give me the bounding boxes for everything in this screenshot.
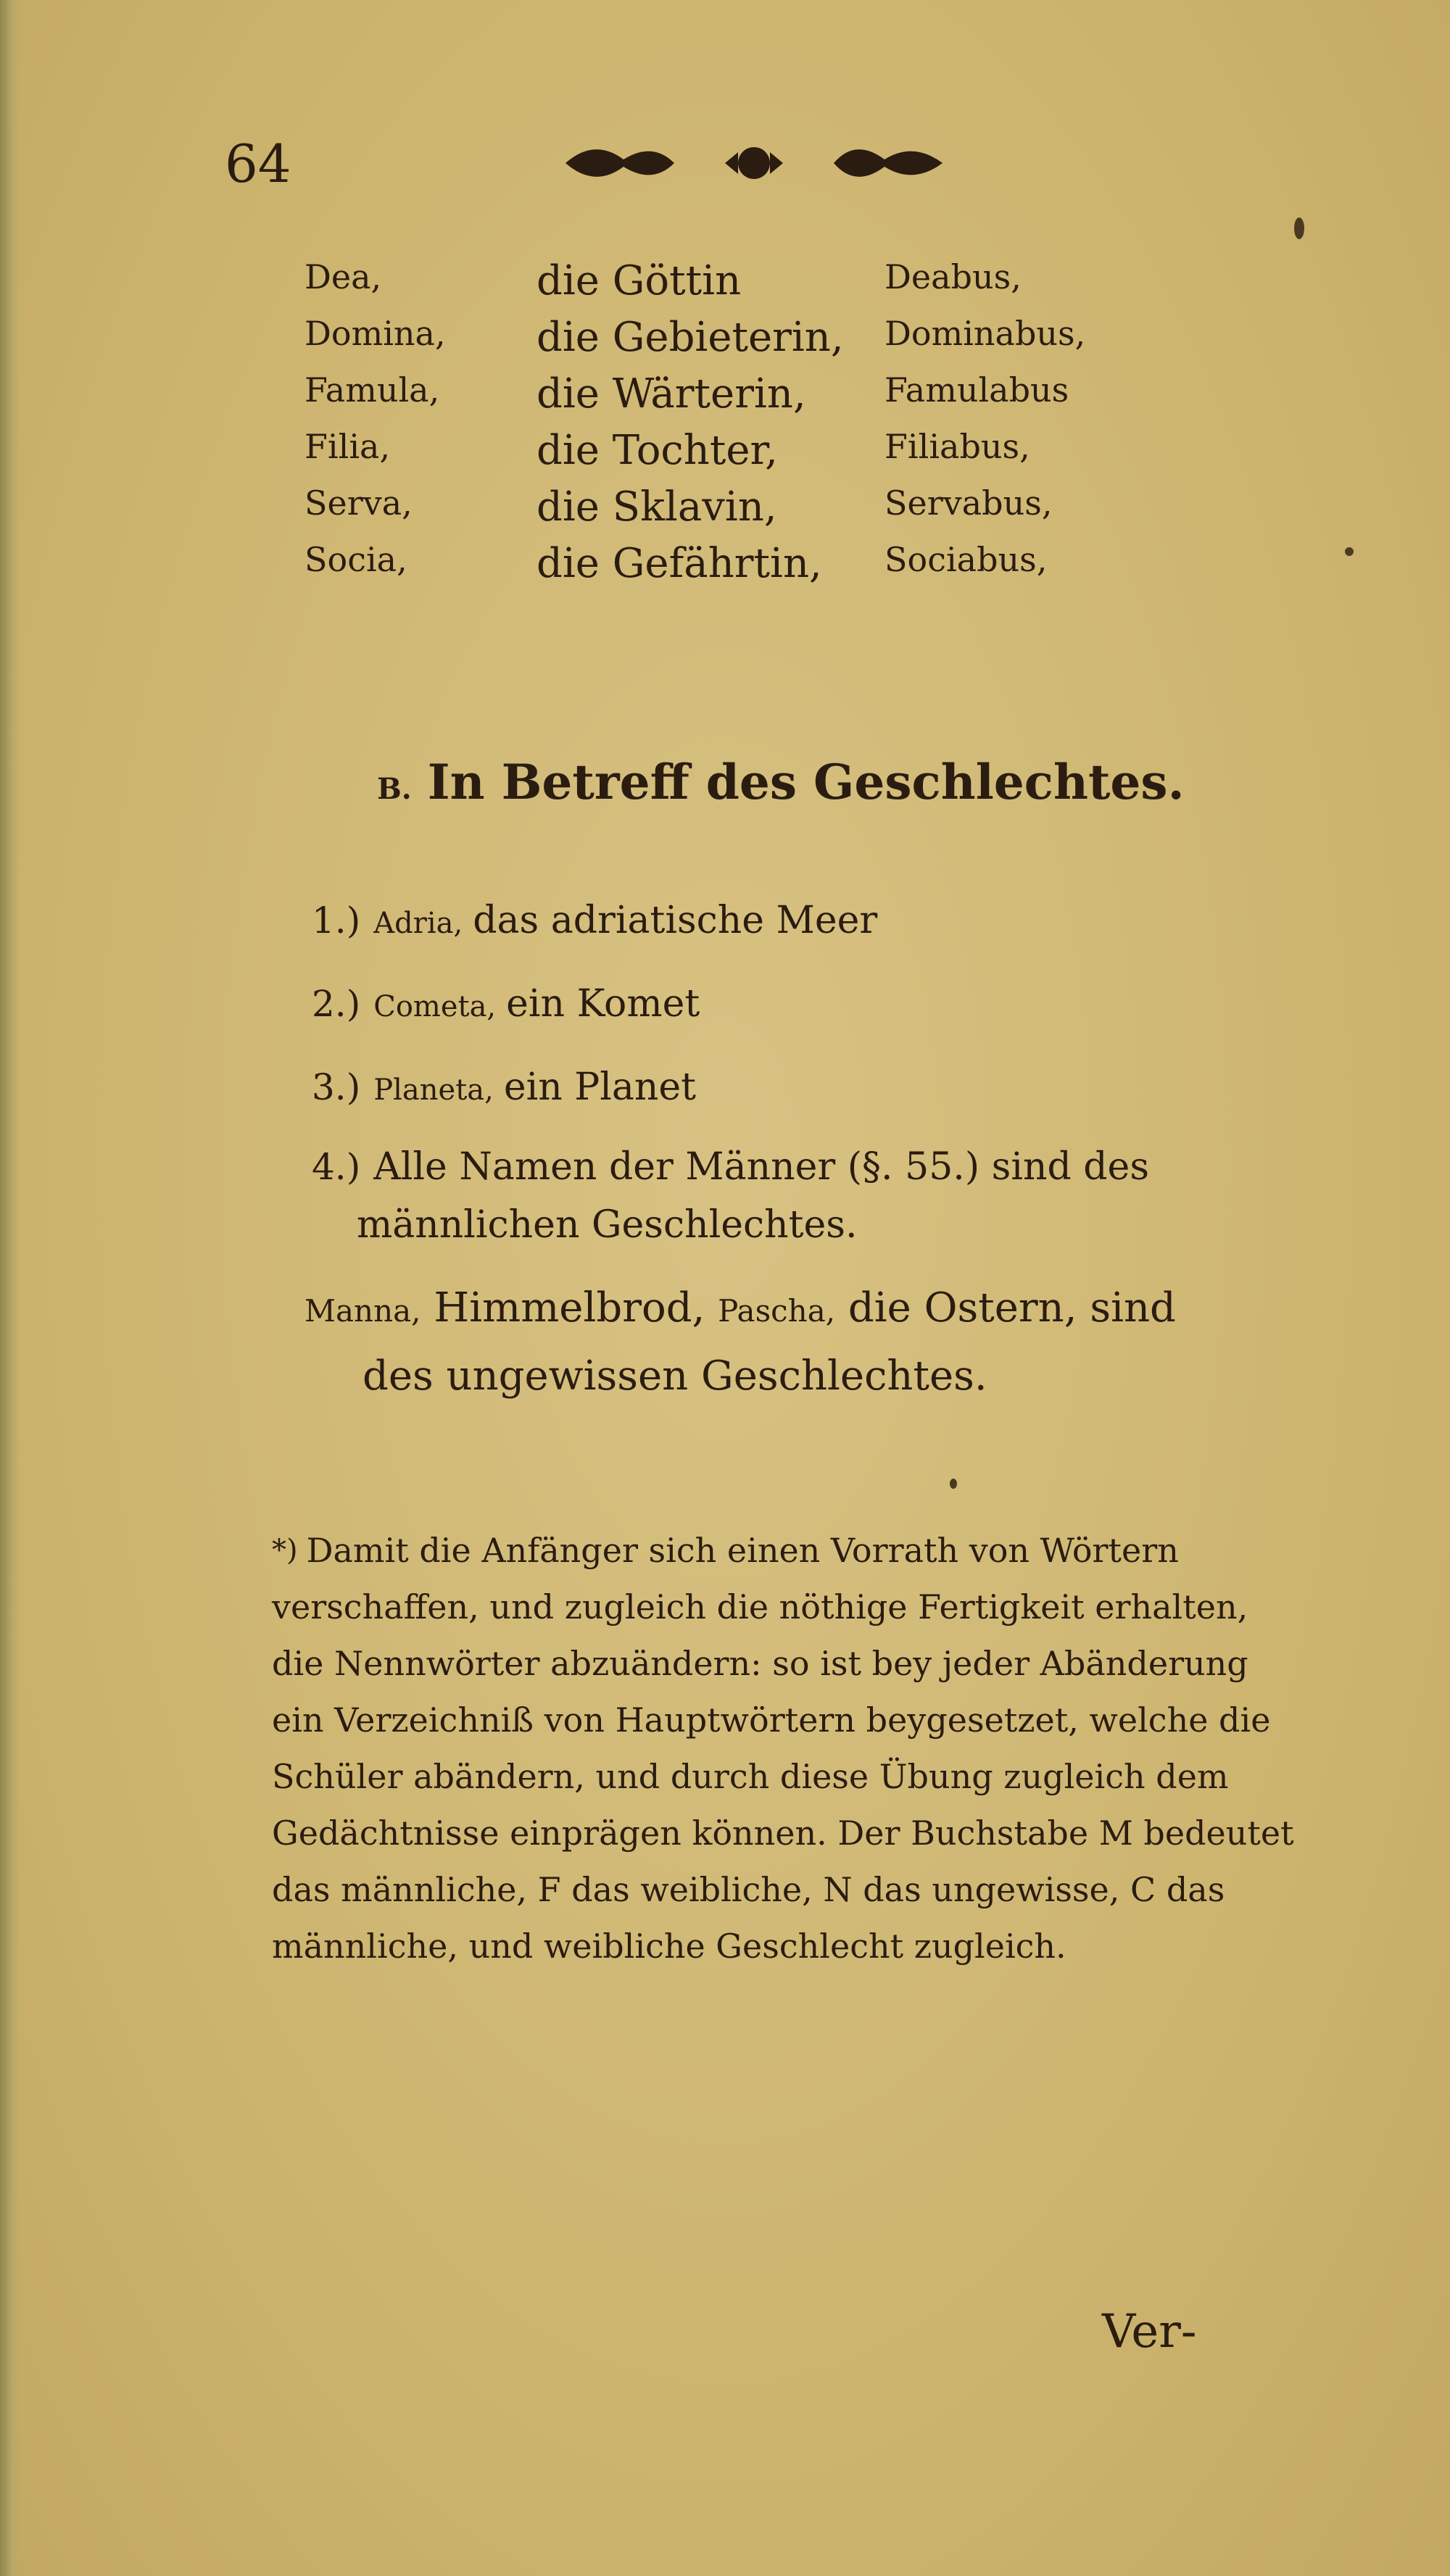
- vocab-row: [304, 257, 1174, 314]
- paper-speck: [950, 1479, 957, 1489]
- vocab-row: [304, 314, 1174, 370]
- latin-word: Famula,: [304, 370, 440, 410]
- section-letter: B.: [377, 772, 412, 806]
- rule-number: 2.): [312, 983, 361, 1025]
- rule-latin: Adria,: [373, 907, 463, 940]
- ablative-form: Deabus,: [884, 257, 1022, 296]
- section-title: In Betreff des Geschlechtes.: [427, 754, 1185, 810]
- gender-note: [304, 1276, 1320, 1409]
- german-translation: die Göttin: [536, 257, 742, 304]
- note-german-2: die Ostern, sind: [848, 1284, 1176, 1331]
- rule-item: [312, 982, 1327, 1026]
- rule-number: 3.): [312, 1066, 361, 1108]
- rule-latin: Cometa,: [373, 990, 497, 1023]
- vocab-row: [304, 370, 1174, 427]
- german-translation: die Sklavin,: [536, 483, 777, 531]
- rule-item: [312, 899, 1327, 942]
- page-number: 64: [225, 133, 291, 194]
- paper-speck: [1345, 547, 1354, 556]
- rule-text: Alle Namen der Männer (§. 55.) sind des: [373, 1145, 1150, 1189]
- ablative-form: Sociabus,: [884, 540, 1048, 579]
- paper-speck: [1294, 217, 1304, 239]
- latin-word: Domina,: [304, 314, 446, 353]
- rule-text: das adriatische Meer: [473, 899, 878, 942]
- ablative-form: Famulabus: [884, 370, 1069, 410]
- german-translation: die Gefährtin,: [536, 540, 822, 587]
- section-heading: [377, 754, 1185, 810]
- rule-number: 4.): [312, 1146, 361, 1188]
- rule-item: [312, 1138, 1327, 1254]
- rule-number: 1.): [312, 899, 361, 942]
- catchword: Ver-: [1102, 2305, 1197, 2359]
- rule-item: [312, 1065, 1327, 1109]
- footnote-marker: *): [272, 1534, 298, 1567]
- latin-word: Serva,: [304, 483, 413, 523]
- german-translation: die Wärterin,: [536, 370, 806, 417]
- latin-word: Socia,: [304, 540, 407, 579]
- rule-text: ein Komet: [506, 982, 700, 1026]
- footnote-text: Damit die Anfänger sich einen Vorrath von Wörtern verschaffen, und zugleich die nöthige Fertigkeit erhalten, die Nennwörter abzuändern: so ist bey jeder Abänderung ein Verzeichniß von Hauptwörtern beygesetzet, welche die Schüler abändern, und durch diese Übung zugleich dem Gedächtnisse einprägen können. Der Buchstabe M bedeutet das männliche, F das weibliche, N das ungewisse, C das männliche, und weibliche Geschlecht zugleich.: [272, 1531, 1294, 1966]
- rule-text-continued: männlichen Geschlechtes.: [357, 1203, 858, 1247]
- vocabulary-table: [304, 257, 1174, 597]
- latin-word: Filia,: [304, 427, 391, 466]
- rule-latin: Planeta,: [373, 1073, 494, 1107]
- german-translation: die Gebieterin,: [536, 314, 844, 361]
- header-ornament: [551, 130, 957, 196]
- latin-word: Dea,: [304, 257, 382, 296]
- ablative-form: Servabus,: [884, 483, 1053, 523]
- note-latin-2: Pascha,: [718, 1293, 836, 1329]
- vocab-row: [304, 483, 1174, 540]
- german-translation: die Tochter,: [536, 427, 778, 474]
- vocab-row: [304, 540, 1174, 597]
- page-edge: [0, 0, 20, 2576]
- ablative-form: Dominabus,: [884, 314, 1086, 353]
- note-line-2: des ungewissen Geschlechtes.: [362, 1353, 987, 1400]
- ablative-form: Filiabus,: [884, 427, 1030, 466]
- rule-text: ein Planet: [503, 1065, 697, 1109]
- vocab-row: [304, 427, 1174, 483]
- note-german-1: Himmelbrod,: [434, 1284, 705, 1331]
- footnote: [272, 1522, 1301, 1974]
- note-latin-1: Manna,: [304, 1293, 421, 1329]
